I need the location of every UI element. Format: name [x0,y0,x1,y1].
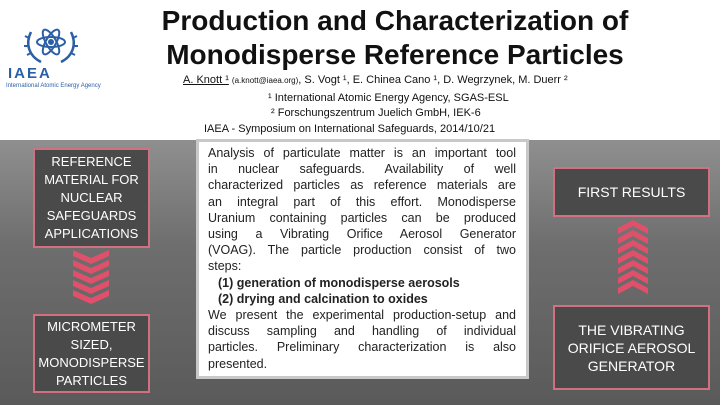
page-title [120,4,670,72]
micrometer-particles-box: MICROMETER SIZED, MONODISPERSE PARTICLES [33,314,150,393]
abstract-step-1: (1) generation of monodisperse aerosols [218,275,460,290]
first-author: A. Knott ¹ [183,74,229,86]
abstract-line: using a Vibrating Orifice Aerosol Generator [208,227,516,242]
chevron-down-icon [73,250,109,310]
reference-material-box: REFERENCE MATERIAL FOR NUCLEAR SAFEGUARDS APPLICATIONS [33,148,150,248]
abstract-line: Uranium containing particles can be produced [208,210,516,225]
affiliation-1: ¹ International Atomic Energy Agency, SGAS-ESL [268,92,509,104]
abstract-line: Analysis of particulate matter is an important tool [208,146,516,160]
symposium-info: IAEA - Symposium on International Safeguards, 2014/10/21 [204,123,496,135]
abstract-line: discuss sampling and handling of individual [208,324,516,339]
vibrating-orifice-box: THE VIBRATING ORIFICE AEROSOL GENERATOR [553,305,710,390]
title-line-2: Monodisperse Reference Particles [166,39,624,70]
abstract-line: steps: [208,259,242,274]
abstract-line: (VOAG). The particle production consist of two [208,243,516,258]
affiliation-2: ² Forschungszentrum Juelich GmbH, IEK-6 [271,107,481,119]
abstract-line: an integral part of this effort. Monodisperse [208,194,516,209]
abstract-line: characterized particles as reference materials are [208,178,516,193]
first-results-box: FIRST RESULTS [553,167,710,217]
abstract-line: We present the experimental production-setup and [208,308,516,323]
abstract-panel [196,139,529,379]
logo-subtitle: International Atomic Energy Agency [6,83,101,89]
abstract-line: particles. Preliminary characterization is also [208,340,516,355]
logo-name: IAEA [8,65,52,82]
abstract-line: presented. [208,356,268,371]
author-email: (a.knott@iaea.org) [231,76,299,85]
author-list [183,74,568,86]
abstract-step-2: (2) drying and calcination to oxides [218,291,428,306]
chevron-up-icon [618,220,648,302]
title-line-1: Production and Characterization of [161,5,629,36]
coauthors: , S. Vogt ¹, E. Chinea Cano ¹, D. Wegrzynek, M. Duerr ² [298,74,568,86]
abstract-line: in nuclear safeguards. Availability of well [208,162,516,177]
